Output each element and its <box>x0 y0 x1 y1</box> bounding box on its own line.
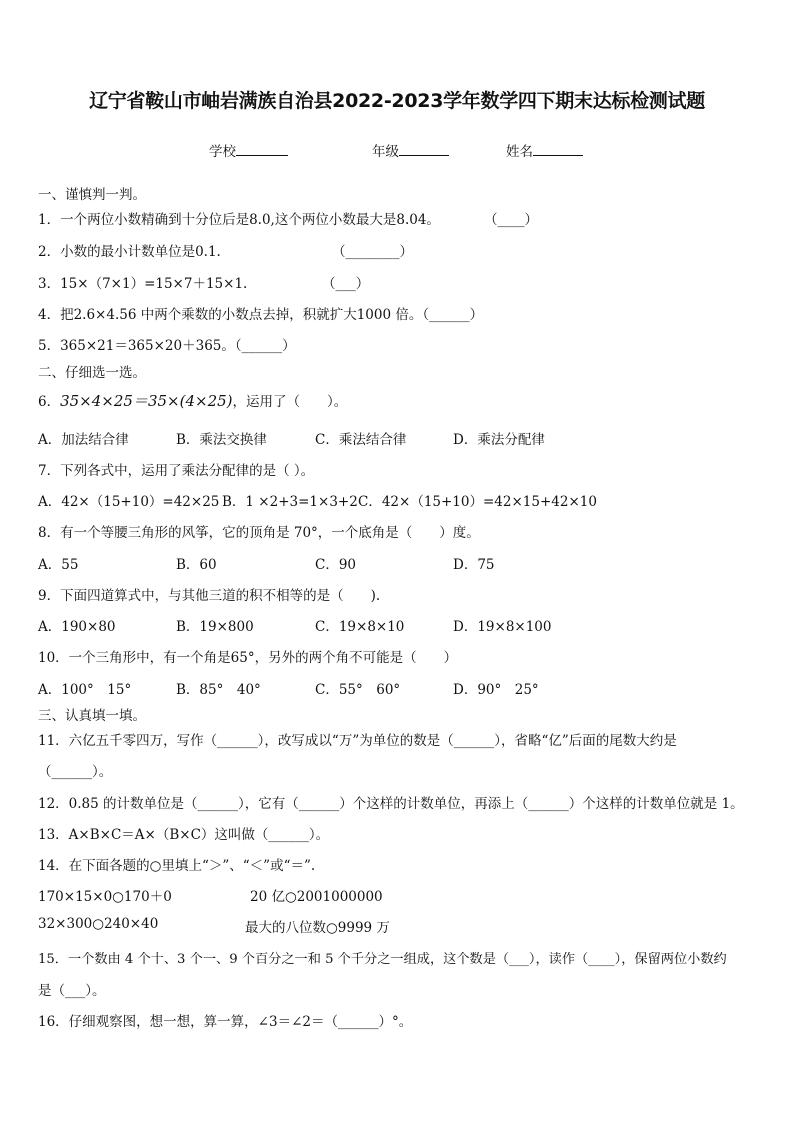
question-8: 8．有一个等腰三角形的风筝，它的顶角是 70°，一个底角是（ ）度。 <box>38 525 480 541</box>
question-7-option-c[interactable]: C．42×（15+10）=42×15+42×10 <box>358 494 597 510</box>
question-6-option-a[interactable]: A．加法结合律 <box>38 432 129 448</box>
question-6-option-c[interactable]: C．乘法结合律 <box>315 432 407 448</box>
question-14-item-3: 32×300○240×40 <box>38 916 159 932</box>
question-5: 5．365×21＝365×20＋365。（______） <box>38 338 296 354</box>
question-15-line-1: 15．一个数由 4 个十、3 个一、9 个百分之一和 5 个千分之一组成，这个数是（___），读作（____），保留两位小数约 <box>38 952 727 967</box>
question-10-option-c[interactable]: C．55° 60° <box>315 682 401 698</box>
question-1-answer[interactable]: （____） <box>484 212 538 228</box>
question-8-option-d[interactable]: D．75 <box>453 557 495 573</box>
question-9: 9．下面四道算式中，与其他三道的积不相等的是（ ). <box>38 588 381 604</box>
question-2-text: 2．小数的最小计数单位是0.1. <box>38 244 221 260</box>
question-14-item-1: 170×15×0○170＋0 <box>38 889 172 905</box>
question-6-number: 6． <box>38 394 61 410</box>
question-4: 4．把2.6×4.56 中两个乘数的小数点去掉，积就扩大1000 倍。（______） <box>38 307 484 323</box>
question-9-option-b[interactable]: B．19×800 <box>176 619 254 635</box>
question-10-option-d[interactable]: D．90° 25° <box>453 682 539 698</box>
question-8-option-a[interactable]: A．55 <box>38 557 79 573</box>
question-14: 14．在下面各题的○里填上“＞”、“＜”或“＝”. <box>38 858 316 874</box>
question-7-option-b[interactable]: B．1 ×2+3=1×3+2 <box>222 494 358 510</box>
question-1-text: 1．一个两位小数精确到十分位后是8.0,这个两位小数最大是8.04。 <box>38 212 440 228</box>
section-heading-2: 二、仔细选一选。 <box>38 365 146 381</box>
question-3-text: 3．15×（7×1）=15×7＋15×1. <box>38 276 248 292</box>
section-heading-1: 一、谨慎判一判。 <box>38 187 146 203</box>
question-9-option-a[interactable]: A．190×80 <box>38 619 116 635</box>
section-heading-3: 三、认真填一填。 <box>38 708 146 724</box>
name-blank[interactable] <box>533 142 583 156</box>
school-label: 学校 <box>209 144 236 160</box>
question-10-option-b[interactable]: B．85° 40° <box>176 682 261 698</box>
question-15-line-2: 是（___）。 <box>38 983 106 999</box>
question-9-option-d[interactable]: D．19×8×100 <box>453 619 552 635</box>
question-8-option-c[interactable]: C．90 <box>315 557 357 573</box>
question-3-answer[interactable]: （___） <box>322 276 370 292</box>
question-8-option-b[interactable]: B．60 <box>176 557 217 573</box>
question-16: 16．仔细观察图，想一想，算一算，∠3＝∠2＝（______）°。 <box>38 1014 413 1030</box>
question-6 <box>38 390 347 411</box>
page-title: 辽宁省鞍山市岫岩满族自治县2022-2023学年数学四下期末达标检测试题 <box>89 90 705 112</box>
question-3 <box>38 272 247 292</box>
question-13: 13．A×B×C＝A×（B×C）这叫做（______）。 <box>38 827 330 843</box>
question-11-line-1: 11．六亿五千零四万，写作（______），改写成以“万”为单位的数是（______），省略“亿”后面的尾数大约是 <box>38 733 677 749</box>
school-blank[interactable] <box>236 142 288 156</box>
question-10: 10．一个三角形中，有一个角是65°，另外的两个角不可能是（ ） <box>38 650 458 666</box>
school-field[interactable] <box>209 140 288 160</box>
question-14-item-4: 最大的八位数○9999 万 <box>245 920 390 936</box>
question-7: 7．下列各式中，运用了乘法分配律的是（ ）。 <box>38 463 315 479</box>
question-10-option-a[interactable]: A．100° 15° <box>38 682 132 698</box>
question-12: 12．0.85 的计数单位是（______），它有（______）个这样的计数单位，再添上（______）个这样的计数单位就是 1。 <box>38 796 744 812</box>
question-6-tail: ，运用了（ ）。 <box>232 394 348 410</box>
grade-label: 年级 <box>372 144 399 160</box>
question-6-expression: 35×4×25＝35×(4×25) <box>60 392 233 410</box>
question-1 <box>38 208 440 228</box>
question-2 <box>38 240 221 260</box>
name-field[interactable] <box>506 140 583 160</box>
question-2-answer[interactable]: （________） <box>332 244 413 260</box>
question-14-item-2: 20 亿○2001000000 <box>250 889 383 905</box>
question-9-option-c[interactable]: C．19×8×10 <box>315 619 405 635</box>
question-6-option-b[interactable]: B．乘法交换律 <box>176 432 267 448</box>
question-6-option-d[interactable]: D．乘法分配律 <box>453 432 545 448</box>
name-label: 姓名 <box>506 144 533 160</box>
grade-field[interactable] <box>372 140 449 160</box>
question-11-line-2: （______）。 <box>38 764 113 780</box>
question-7-option-a[interactable]: A．42×（15+10）=42×25 <box>38 494 220 510</box>
grade-blank[interactable] <box>399 142 449 156</box>
